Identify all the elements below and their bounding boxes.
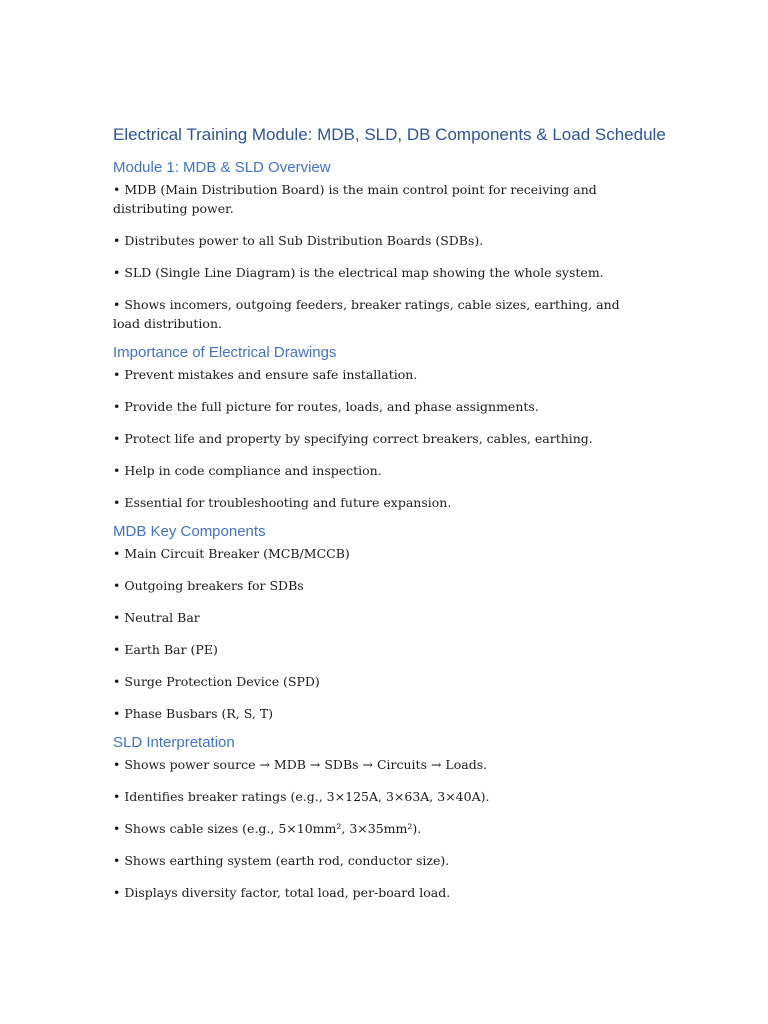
bullet-item: • Shows cable sizes (e.g., 5×10mm², 3×35mm²). — [113, 821, 422, 836]
section-sld-interpretation — [113, 733, 643, 902]
bullet-item: • MDB (Main Distribution Board) is the main control point for receiving and distributing power. — [113, 182, 597, 216]
bullet-item: • Neutral Bar — [113, 610, 200, 625]
bullet-item: • Main Circuit Breaker (MCB/MCCB) — [113, 546, 350, 561]
bullet-item: • Shows incomers, outgoing feeders, breaker ratings, cable sizes, earthing, and load distribution. — [113, 297, 620, 331]
bullet-item: • Shows earthing system (earth rod, conductor size). — [113, 853, 450, 868]
bullet-item: • Prevent mistakes and ensure safe installation. — [113, 367, 418, 382]
bullet-item: • Surge Protection Device (SPD) — [113, 674, 320, 689]
bullet-item: • Outgoing breakers for SDBs — [113, 578, 304, 593]
bullet-item: • SLD (Single Line Diagram) is the electrical map showing the whole system. — [113, 265, 604, 280]
bullet-item: • Distributes power to all Sub Distribution Boards (SDBs). — [113, 233, 484, 248]
document-body — [113, 124, 666, 912]
bullet-item: • Shows power source → MDB → SDBs → Circuits → Loads. — [113, 757, 488, 772]
bullet-item: • Help in code compliance and inspection. — [113, 463, 382, 478]
bullet-item: • Protect life and property by specifying correct breakers, cables, earthing. — [113, 431, 593, 446]
bullet-item: • Earth Bar (PE) — [113, 642, 218, 657]
bullet-item: • Displays diversity factor, total load, per-board load. — [113, 885, 451, 900]
section-heading: MDB Key Components — [113, 523, 266, 540]
section-heading: Module 1: MDB & SLD Overview — [113, 159, 331, 176]
section-importance-drawings — [113, 343, 643, 512]
bullet-item: • Essential for troubleshooting and future expansion. — [113, 495, 452, 510]
document-title: Electrical Training Module: MDB, SLD, DB Components & Load Schedule — [113, 125, 666, 144]
bullet-item: • Identifies breaker ratings (e.g., 3×125A, 3×63A, 3×40A). — [113, 789, 490, 804]
bullet-item: • Phase Busbars (R, S, T) — [113, 706, 274, 721]
bullet-item: • Provide the full picture for routes, loads, and phase assignments. — [113, 399, 539, 414]
section-heading: SLD Interpretation — [113, 734, 235, 751]
section-mdb-key-components — [113, 522, 643, 723]
section-mdb-sld-overview — [113, 158, 643, 333]
section-heading: Importance of Electrical Drawings — [113, 344, 337, 361]
